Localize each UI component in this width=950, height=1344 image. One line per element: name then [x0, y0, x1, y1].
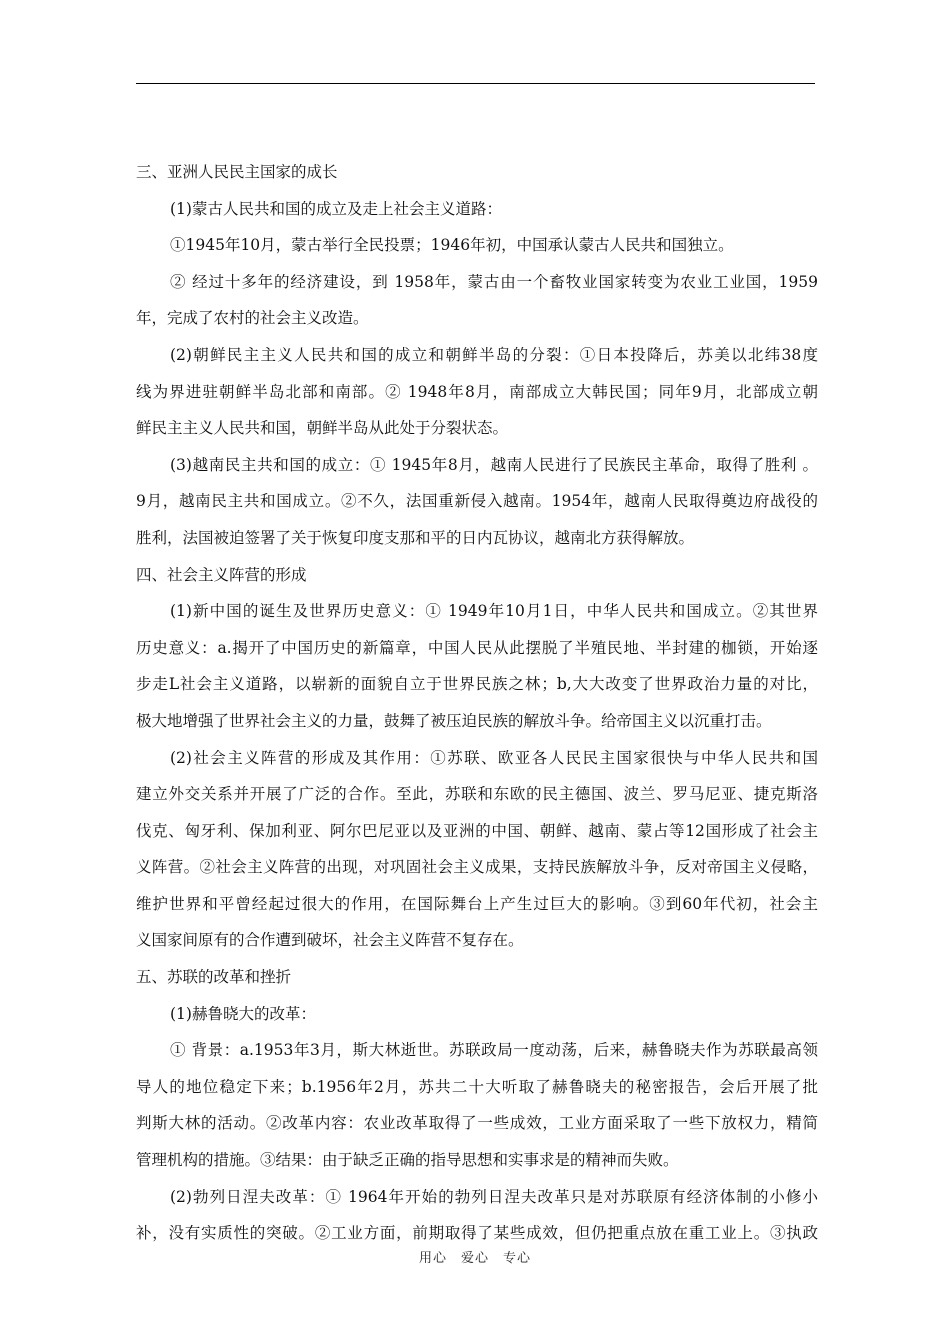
paragraph-line: 义国家间原有的合作遭到破坏，社会主义阵营不复存在。 [136, 931, 524, 950]
paragraph-line: (3)越南民主共和国的成立：① 1945年8月，越南人民进行了民族民主革命，取得了胜利 。 [170, 455, 818, 474]
subheading-khrushchev: (1)赫鲁晓大的改革： [170, 1004, 316, 1023]
paragraph-line: ①1945年10月，蒙古举行全民投票；1946年初，中国承认蒙古人民共和国独立。 [170, 236, 734, 255]
paragraph-line: 伐克、匈牙利、保加利亚、阿尔巴尼亚以及亚洲的中国、朝鲜、越南、蒙占等12国形成了社会主 [136, 821, 818, 840]
paragraph-line: 导人的地位稳定下来；b.1956年2月，苏共二十大听取了赫鲁晓夫的秘密报告，会后开展了批 [136, 1077, 818, 1096]
paragraph-line: 义阵营。②社会主义阵营的出现，对巩固社会主义成果，支持民族解放斗争，反对帝国主义侵略， [136, 858, 818, 877]
page-footer: 用心 爱心 专心 [418, 1251, 531, 1266]
paragraph-line: 补，没有实质性的突破。②工业方面，前期取得了某些成效，但仍把重点放在重工业上。③执政 [136, 1224, 818, 1243]
header-rule [136, 83, 815, 84]
paragraph-line: 维护世界和平曾经起过很大的作用，在国际舞台上产生过巨大的影响。③到60年代初，社会主 [136, 894, 818, 913]
paragraph-line: 管理机构的措施。③结果：由于缺乏正确的指导思想和实事求是的精神而失败。 [136, 1151, 679, 1170]
paragraph-line: ② 经过十多年的经济建设，到 1958年，蒙古由一个畜牧业国家转变为农业工业国，1959 [170, 272, 818, 291]
document-body [136, 154, 818, 1252]
paragraph-line: 建立外交关系并开展了广泛的合作。至此，苏联和东欧的民主德国、波兰、罗马尼亚、捷克斯洛 [136, 785, 818, 804]
section-heading-4: 四、社会主义阵营的形成 [136, 565, 307, 584]
section-heading-5: 五、苏联的改革和挫折 [136, 968, 292, 987]
paragraph-line: 判斯大林的活动。②改革内容：农业改革取得了一些成效，工业方面采取了一些下放权力，精简 [136, 1114, 818, 1133]
paragraph-line: (2)勃列日涅夫改革：① 1964年开始的勃列日涅夫改革只是对苏联原有经济体制的小修小 [170, 1187, 818, 1206]
paragraph-line: 历史意义：a.揭开了中国历史的新篇章，中国人民从此摆脱了半殖民地、半封建的枷锁，开始逐 [136, 638, 818, 657]
subheading-mongolia: (1)蒙古人民共和国的成立及走上社会主义道路： [170, 199, 502, 218]
paragraph-line: 步走L社会主义道路，以崭新的面貌自立于世界民族之林；b,大大改变了世界政治力量的对比， [136, 675, 818, 694]
paragraph-line: (1)新中国的诞生及世界历史意义：① 1949年10月1日，中华人民共和国成立。②其世界 [170, 602, 818, 621]
paragraph-line: 年，完成了农村的社会主义改造。 [136, 309, 369, 328]
paragraph-line: 胜利，法国被迫签署了关于恢复印度支那和平的日内瓦协议，越南北方获得解放。 [136, 528, 695, 547]
paragraph-line: 极大地增强了世界社会主义的力量，鼓舞了被压迫民族的解放斗争。给帝国主义以沉重打击。 [136, 711, 772, 730]
paragraph-line: 鲜民主主义人民共和国，朝鲜半岛从此处于分裂状态。 [136, 419, 509, 438]
paragraph-line: ① 背景：a.1953年3月，斯大林逝世。苏联政局一度动荡，后来，赫鲁晓夫作为苏联最高领 [170, 1041, 818, 1060]
paragraph-line: 线为界进驻朝鲜半岛北部和南部。② 1948年8月，南部成立大韩民国；同年9月，北部成立朝 [136, 382, 818, 401]
paragraph-line: (2)朝鲜民主主义人民共和国的成立和朝鲜半岛的分裂：①日本投降后，苏美以北纬38度 [170, 345, 818, 364]
paragraph-line: (2)社会主义阵营的形成及其作用：①苏联、欧亚各人民民主国家很快与中华人民共和国 [170, 748, 818, 767]
paragraph-line: 9月，越南民主共和国成立。②不久，法国重新侵入越南。1954年，越南人民取得奠边府战役的 [136, 492, 818, 511]
section-heading-3: 三、亚洲人民民主国家的成长 [136, 163, 338, 181]
